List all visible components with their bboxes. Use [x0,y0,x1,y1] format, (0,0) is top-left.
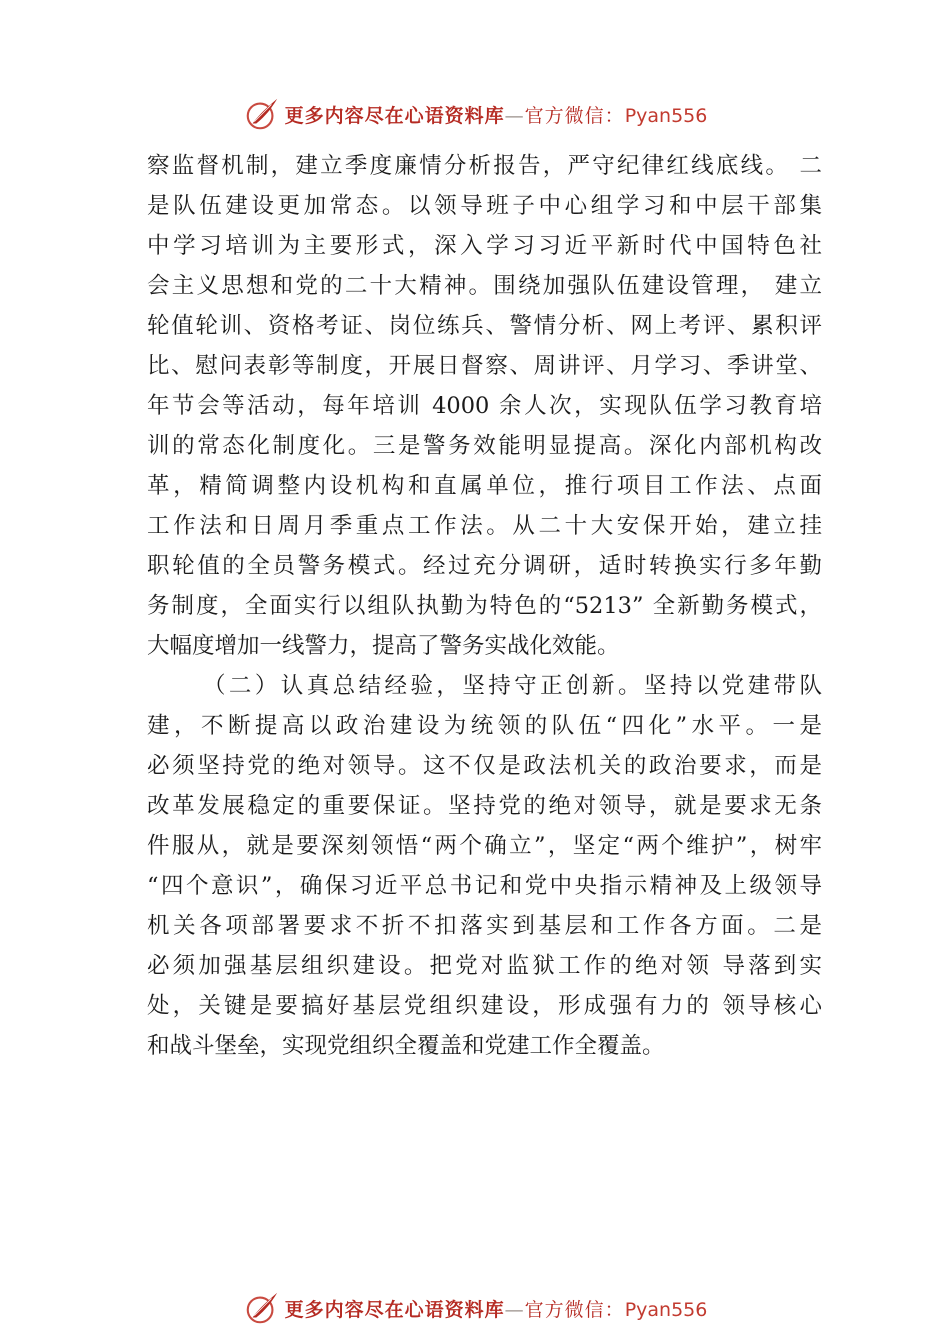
text-line: 建，不断提高以政治建设为统领的队伍“四化”水平。一是 [147,713,822,739]
banner-text [285,101,708,128]
text-line: 必须坚持党的绝对领导。这不仅是政法机关的政治要求，而是 [147,753,822,779]
text-line: “四个意识”，确保习近平总书记和党中央指示精神及上级领导 [147,873,822,899]
text-line: 务制度，全面实行以组队执勤为特色的“5213” 全新勤务模式， [147,593,822,619]
banner-label: 官方微信： [524,1298,625,1321]
text-line: 会主义思想和党的二十大精神。围绕加强队伍建设管理， 建立 [147,273,822,299]
text-line: 和战斗堡垒，实现党组织全覆盖和党建工作全覆盖。 [147,1033,665,1059]
text-line: 改革发展稳定的重要保证。坚持党的绝对领导，就是要求无条 [147,793,822,819]
text-line: 年节会等活动，每年培训 4000 余人次，实现队伍学习教育培 [147,393,822,419]
banner-text [285,1295,708,1322]
text-line: 轮值轮训、资格考证、岗位练兵、警情分析、网上考评、累积评 [147,313,822,339]
text-line: 工作法和日周月季重点工作法。从二十大安保开始，建立挂 [147,513,822,539]
footer-banner [0,1288,950,1328]
body-text [147,146,822,1066]
text-line: 比、慰问表彰等制度，开展日督察、周讲评、月学习、季讲堂、 [147,353,822,379]
text-line: 训的常态化制度化。三是警务效能明显提高。深化内部机构改 [147,433,822,459]
banner-wechat-id: Pyan556 [624,1298,708,1321]
text-line: 处，关键是要搞好基层党组织建设，形成强有力的 领导核心 [147,993,822,1019]
banner-wechat-id: Pyan556 [624,104,708,127]
text-line: （二）认真总结经验，坚持守正创新。坚持以党建带队 [203,673,822,699]
banner-main: 更多内容尽在心语资料库 [284,1298,505,1321]
banner-dash: — [504,104,525,127]
text-line: 职轮值的全员警务模式。经过充分调研，适时转换实行多年勤 [147,553,822,579]
text-line: 大幅度增加一线警力，提高了警务实战化效能。 [147,633,620,659]
feather-quill-circle-icon [243,1289,281,1327]
header-banner [0,94,950,134]
text-line: 革，精简调整内设机构和直属单位，推行项目工作法、点面 [147,473,822,499]
text-line: 是队伍建设更加常态。以领导班子中心组学习和中层干部集 [147,193,822,219]
banner-main: 更多内容尽在心语资料库 [284,104,505,127]
feather-quill-circle-icon [243,95,281,133]
banner-label: 官方微信： [524,104,625,127]
text-line: 必须加强基层组织建设。把党对监狱工作的绝对领 导落到实 [147,953,822,979]
text-line: 中学习培训为主要形式，深入学习习近平新时代中国特色社 [147,233,822,259]
text-line: 件服从，就是要深刻领悟“两个确立”，坚定“两个维护”，树牢 [147,833,822,859]
text-line: 察监督机制，建立季度廉情分析报告，严守纪律红线底线。 二 [147,153,822,179]
text-line: 机关各项部署要求不折不扣落实到基层和工作各方面。二是 [147,913,822,939]
banner-dash: — [504,1298,525,1321]
